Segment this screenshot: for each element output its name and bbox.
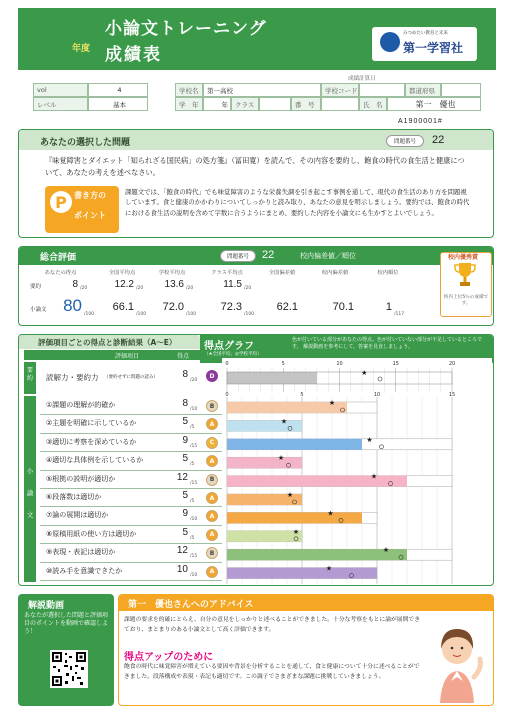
row-divider xyxy=(40,414,222,415)
row-divider xyxy=(40,525,222,526)
yoyaku-class: 11.5 xyxy=(223,279,242,290)
row-divider xyxy=(40,562,222,563)
item-label-6: ⑥段落数は適切か xyxy=(46,493,102,501)
advice-text: 課題の要求を的確にとらえ、自分の意見をしっかりと述べることができました。十分な考察をもとに論が展開できており、まとまりのある小論文として高く評価できます。 xyxy=(124,617,420,633)
item-label-7: ⑦論の展開は適切か xyxy=(46,511,109,520)
item-den-4: /5 xyxy=(190,462,195,468)
ronbun-national: 66.1 xyxy=(112,301,134,313)
item-label-8: ⑧原稿用紙の使い方は適切か xyxy=(46,529,137,538)
scale-top-label: 10 xyxy=(336,361,343,367)
level-value: 基本 xyxy=(88,97,148,111)
item-bar-7 xyxy=(227,512,362,523)
score-graph xyxy=(222,358,492,584)
title-line2: 成績表 xyxy=(105,45,162,65)
item-bar-3 xyxy=(227,439,362,450)
point-label-2: ポイント xyxy=(74,211,106,220)
item-den-3: /15 xyxy=(190,443,198,449)
col-class-avg: クラス平均点 xyxy=(211,270,243,276)
row-divider xyxy=(40,470,222,471)
ronbun-rank-den: /117 xyxy=(394,312,405,317)
trophy-icon xyxy=(454,262,476,288)
scale-top-label: 5 xyxy=(281,361,285,367)
item-grade-badge-2: A xyxy=(206,418,218,430)
item-den-6: /5 xyxy=(190,499,195,504)
scale-small-label: 5 xyxy=(300,392,304,398)
scale-small-label: 0 xyxy=(225,392,229,398)
item-national-star-1: ★ xyxy=(328,399,336,407)
col-school-dev: 校内偏差値 xyxy=(321,270,349,276)
yoyaku-grade-badge: D xyxy=(206,370,218,382)
honor-award-text: 校内上位5％の成績です。 xyxy=(443,295,489,306)
item-den-7: /10 xyxy=(190,517,198,523)
yoyaku-school-den: /20 xyxy=(186,286,194,291)
item-national-star-9: ★ xyxy=(382,546,390,555)
row-divider xyxy=(40,543,222,544)
grade-label: 学 年 xyxy=(175,97,203,111)
item-label-5: ⑤根拠の説明が適切か xyxy=(46,474,116,483)
item-score-9: 12 xyxy=(176,545,188,557)
scale-small-label: 15 xyxy=(448,392,456,398)
writing-point-text: 課題文では、「飽食の時代」でも味覚障害のような栄養失調を引き起こす事例を通して、現代の食生活のあり方を問題視しています。食と健康のかかわりについてしっかりと読み取り、あなたの意見を明示しましょう。要約では、飽食の時代における食生活の説明を含めて字数に合うようにまとめ、要約した内容を小論文にも生かすとよいでしょう。 xyxy=(125,188,470,217)
ronbun-score: 80 xyxy=(63,296,82,315)
number-label: 番 号 xyxy=(291,97,321,111)
item-grade-badge-8: A xyxy=(206,529,218,541)
problem-number-pill: 問題番号 xyxy=(386,135,424,147)
ronbun-school-den: /100 xyxy=(186,312,197,317)
pref-value xyxy=(441,83,481,97)
row-divider xyxy=(40,488,222,489)
logo-subtitle: みつめたい教育と未来 xyxy=(403,31,448,36)
date-label: 成績計算日 xyxy=(348,76,376,82)
ronbun-class: 72.3 xyxy=(220,301,242,313)
yoyaku-class-den: /20 xyxy=(244,286,252,291)
item-label-10: ⑩読み手を意識できたか xyxy=(46,566,123,575)
item-score-5: 12 xyxy=(176,471,188,483)
item-den-1: /10 xyxy=(190,407,198,412)
item-label-9: ⑨表現・表記は適切か xyxy=(46,548,116,557)
rank-heading: 校内偏差値／順位 xyxy=(300,252,356,260)
number-value xyxy=(321,97,359,111)
item-grade-badge-9: B xyxy=(206,547,218,559)
section-ronbun-label: 小論文 xyxy=(26,467,34,519)
col-national-dev: 全国偏差値 xyxy=(268,270,296,276)
yoyaku-national: 12.2 xyxy=(114,279,134,290)
honor-award-title: 校内優秀賞 xyxy=(448,254,479,261)
item-label-4: ④適切な具体例を示しているか xyxy=(46,456,144,465)
yoyaku-item-note: （要約せずに問題の読み） xyxy=(104,375,158,380)
overall-problem-number: 22 xyxy=(262,249,275,261)
item-score-7: 9 xyxy=(182,508,188,520)
row-yoyaku-label: 要約 xyxy=(30,284,42,290)
item-national-star-4: ★ xyxy=(277,454,285,463)
item-bar-5 xyxy=(227,476,407,487)
item-grade-badge-5: B xyxy=(206,474,218,486)
item-den-10: /10 xyxy=(190,572,198,578)
title-line1: 小論文トレーニング xyxy=(105,19,267,39)
scale-top-label: 20 xyxy=(448,361,456,367)
yoyaku-item-den: /20 xyxy=(190,378,198,383)
item-den-5: /15 xyxy=(190,480,198,486)
yoyaku-bar xyxy=(227,372,317,384)
item-bar-9 xyxy=(227,549,407,560)
class-label: クラス xyxy=(231,97,259,111)
ronbun-school: 72.0 xyxy=(162,301,184,313)
ronbun-rank: 1 xyxy=(385,301,392,313)
item-den-8: /5 xyxy=(190,535,195,541)
row-divider xyxy=(40,506,222,507)
item-den-9: /15 xyxy=(190,554,198,560)
item-score-1: 8 xyxy=(182,398,188,409)
item-score-8: 5 xyxy=(182,526,188,538)
overall-header xyxy=(19,247,493,265)
teacher-illustration-icon xyxy=(426,615,488,703)
video-heading: 解説動画 xyxy=(28,601,65,611)
item-bar-8 xyxy=(227,531,302,542)
item-national-star-8: ★ xyxy=(292,527,300,536)
col-school-rank: 校内順位 xyxy=(377,270,399,276)
row-divider xyxy=(40,433,222,434)
scale-top-label: 0 xyxy=(225,361,229,367)
school-code-value xyxy=(359,83,405,97)
class-value xyxy=(259,97,291,111)
yoyaku-school: 13.6 xyxy=(164,279,184,290)
vol-label: vol xyxy=(33,83,88,97)
item-grade-badge-10: A xyxy=(206,566,218,578)
overall-heading: 総合評価 xyxy=(40,253,77,263)
year-label: 年度 xyxy=(72,44,91,54)
item-label-3: ③適切に考察を深めているか xyxy=(46,437,137,446)
name-label: 氏 名 xyxy=(359,97,387,111)
graph-title: 得点グラフ xyxy=(204,341,254,352)
col-item-header: 評価項目 xyxy=(115,353,140,360)
tip-text: 飽食の時代に味覚障害が増えている要因や背景を分析することを通して、食と健康について十分に述べることができました。段落構成や表現・表記も適切です。この調子でさまざまな課題に挑戦していきましょう。 xyxy=(124,664,420,680)
item-grade-badge-1: B xyxy=(206,400,218,412)
serial-number: A1900001# xyxy=(398,118,443,125)
tip-heading: 得点アップのために xyxy=(124,652,214,663)
item-bar-10 xyxy=(227,568,377,579)
yoyaku-national-den: /20 xyxy=(136,286,144,291)
school-name-value: 第一高校 xyxy=(203,83,321,97)
yoyaku-national-star: ★ xyxy=(361,369,368,377)
item-national-star-7: ★ xyxy=(327,509,334,518)
yoyaku-score: 8 xyxy=(72,279,78,290)
item-bar-4 xyxy=(227,457,302,468)
overall-problem-pill: 問題番号 xyxy=(220,250,256,262)
ronbun-national-dev: 62.1 xyxy=(276,301,298,313)
ronbun-school-dev: 70.1 xyxy=(332,301,354,313)
item-national-star-5: ★ xyxy=(370,472,378,481)
item-national-star-6: ★ xyxy=(286,491,294,499)
qr-code-icon[interactable] xyxy=(50,650,88,688)
yoyaku-item-score: 8 xyxy=(182,369,188,380)
item-grade-badge-6: A xyxy=(206,492,218,504)
graph-note: 色が付いている部分があなたの得点。色が付いていない部分が不足しているところです。 解説動画を参考にして、答案を見直しましょう。 xyxy=(292,337,482,350)
video-text: あなたが選択した問題と評価項目のポイントを動画で確認しよう！ xyxy=(24,612,109,635)
item-grade-badge-4: A xyxy=(206,455,218,467)
graph-subtitle: （★全国平均、◎学校平均） xyxy=(204,352,262,357)
point-p-icon: P xyxy=(50,191,72,213)
col-national-avg: 全国平均点 xyxy=(108,270,136,276)
point-label-1: 書き方の xyxy=(74,191,106,200)
vol-value: 4 xyxy=(88,83,148,97)
item-score-3: 9 xyxy=(182,434,188,446)
scale-small-label: 10 xyxy=(373,392,381,398)
item-label-1: ①課題の理解が的確か xyxy=(46,401,116,409)
item-label-2: ②主題を明確に示しているか xyxy=(46,419,137,428)
ronbun-national-den: /100 xyxy=(136,312,147,317)
item-den-2: /5 xyxy=(190,425,195,431)
yoyaku-item-label: 読解力・要約力 xyxy=(46,373,99,382)
item-score-4: 5 xyxy=(182,453,188,465)
level-label: レベル xyxy=(33,97,88,111)
item-grade-badge-3: C xyxy=(206,437,218,449)
row-divider xyxy=(40,451,222,452)
col-score-header: 得点 xyxy=(177,353,190,360)
logo-name: 第一学習社 xyxy=(403,41,464,55)
school-code-label: 学校コード xyxy=(321,83,359,97)
col-your-score: あなたの得点 xyxy=(44,270,77,276)
col-school-avg: 学校平均点 xyxy=(158,270,186,276)
name-value: 第一 優也 xyxy=(387,97,481,111)
ronbun-score-den: /100 xyxy=(84,312,95,317)
grade-unit: 年 xyxy=(203,97,231,111)
item-score-10: 10 xyxy=(176,563,188,575)
school-name-label: 学校名 xyxy=(175,83,203,97)
item-score-6: 5 xyxy=(182,490,188,501)
problem-text: 『味覚障害とダイエット「知られざる国民病」の処方箋』（冨田寛）を読んで、その内容を要約し、飽食の時代の食生活と健康について、あなたの考えを述べなさい。 xyxy=(45,156,465,177)
item-national-star-2: ★ xyxy=(280,417,288,426)
advice-heading: 第一 優也さんへのアドバイス xyxy=(128,600,254,610)
row-divider xyxy=(40,580,222,581)
pref-label: 都道府県 xyxy=(405,83,441,97)
yoyaku-score-den: /20 xyxy=(80,286,88,291)
problem-number: 22 xyxy=(432,134,445,146)
item-bar-2 xyxy=(227,420,302,431)
section-yoyaku-label: 要約 xyxy=(26,367,33,382)
column-header-band xyxy=(24,350,200,360)
items-heading: 評価項目ごとの得点と診断結果（A〜E） xyxy=(38,338,177,347)
logo-icon xyxy=(380,32,400,52)
ronbun-class-den: /100 xyxy=(244,312,255,317)
selected-problem-heading: あなたの選択した問題 xyxy=(40,138,131,148)
item-national-star-3: ★ xyxy=(366,435,373,444)
scale-top-label: 15 xyxy=(392,361,399,367)
item-grade-badge-7: A xyxy=(206,510,218,522)
item-score-2: 5 xyxy=(182,416,188,428)
item-national-star-10: ★ xyxy=(325,564,333,573)
row-ronbun-label: 小論文 xyxy=(30,307,47,313)
